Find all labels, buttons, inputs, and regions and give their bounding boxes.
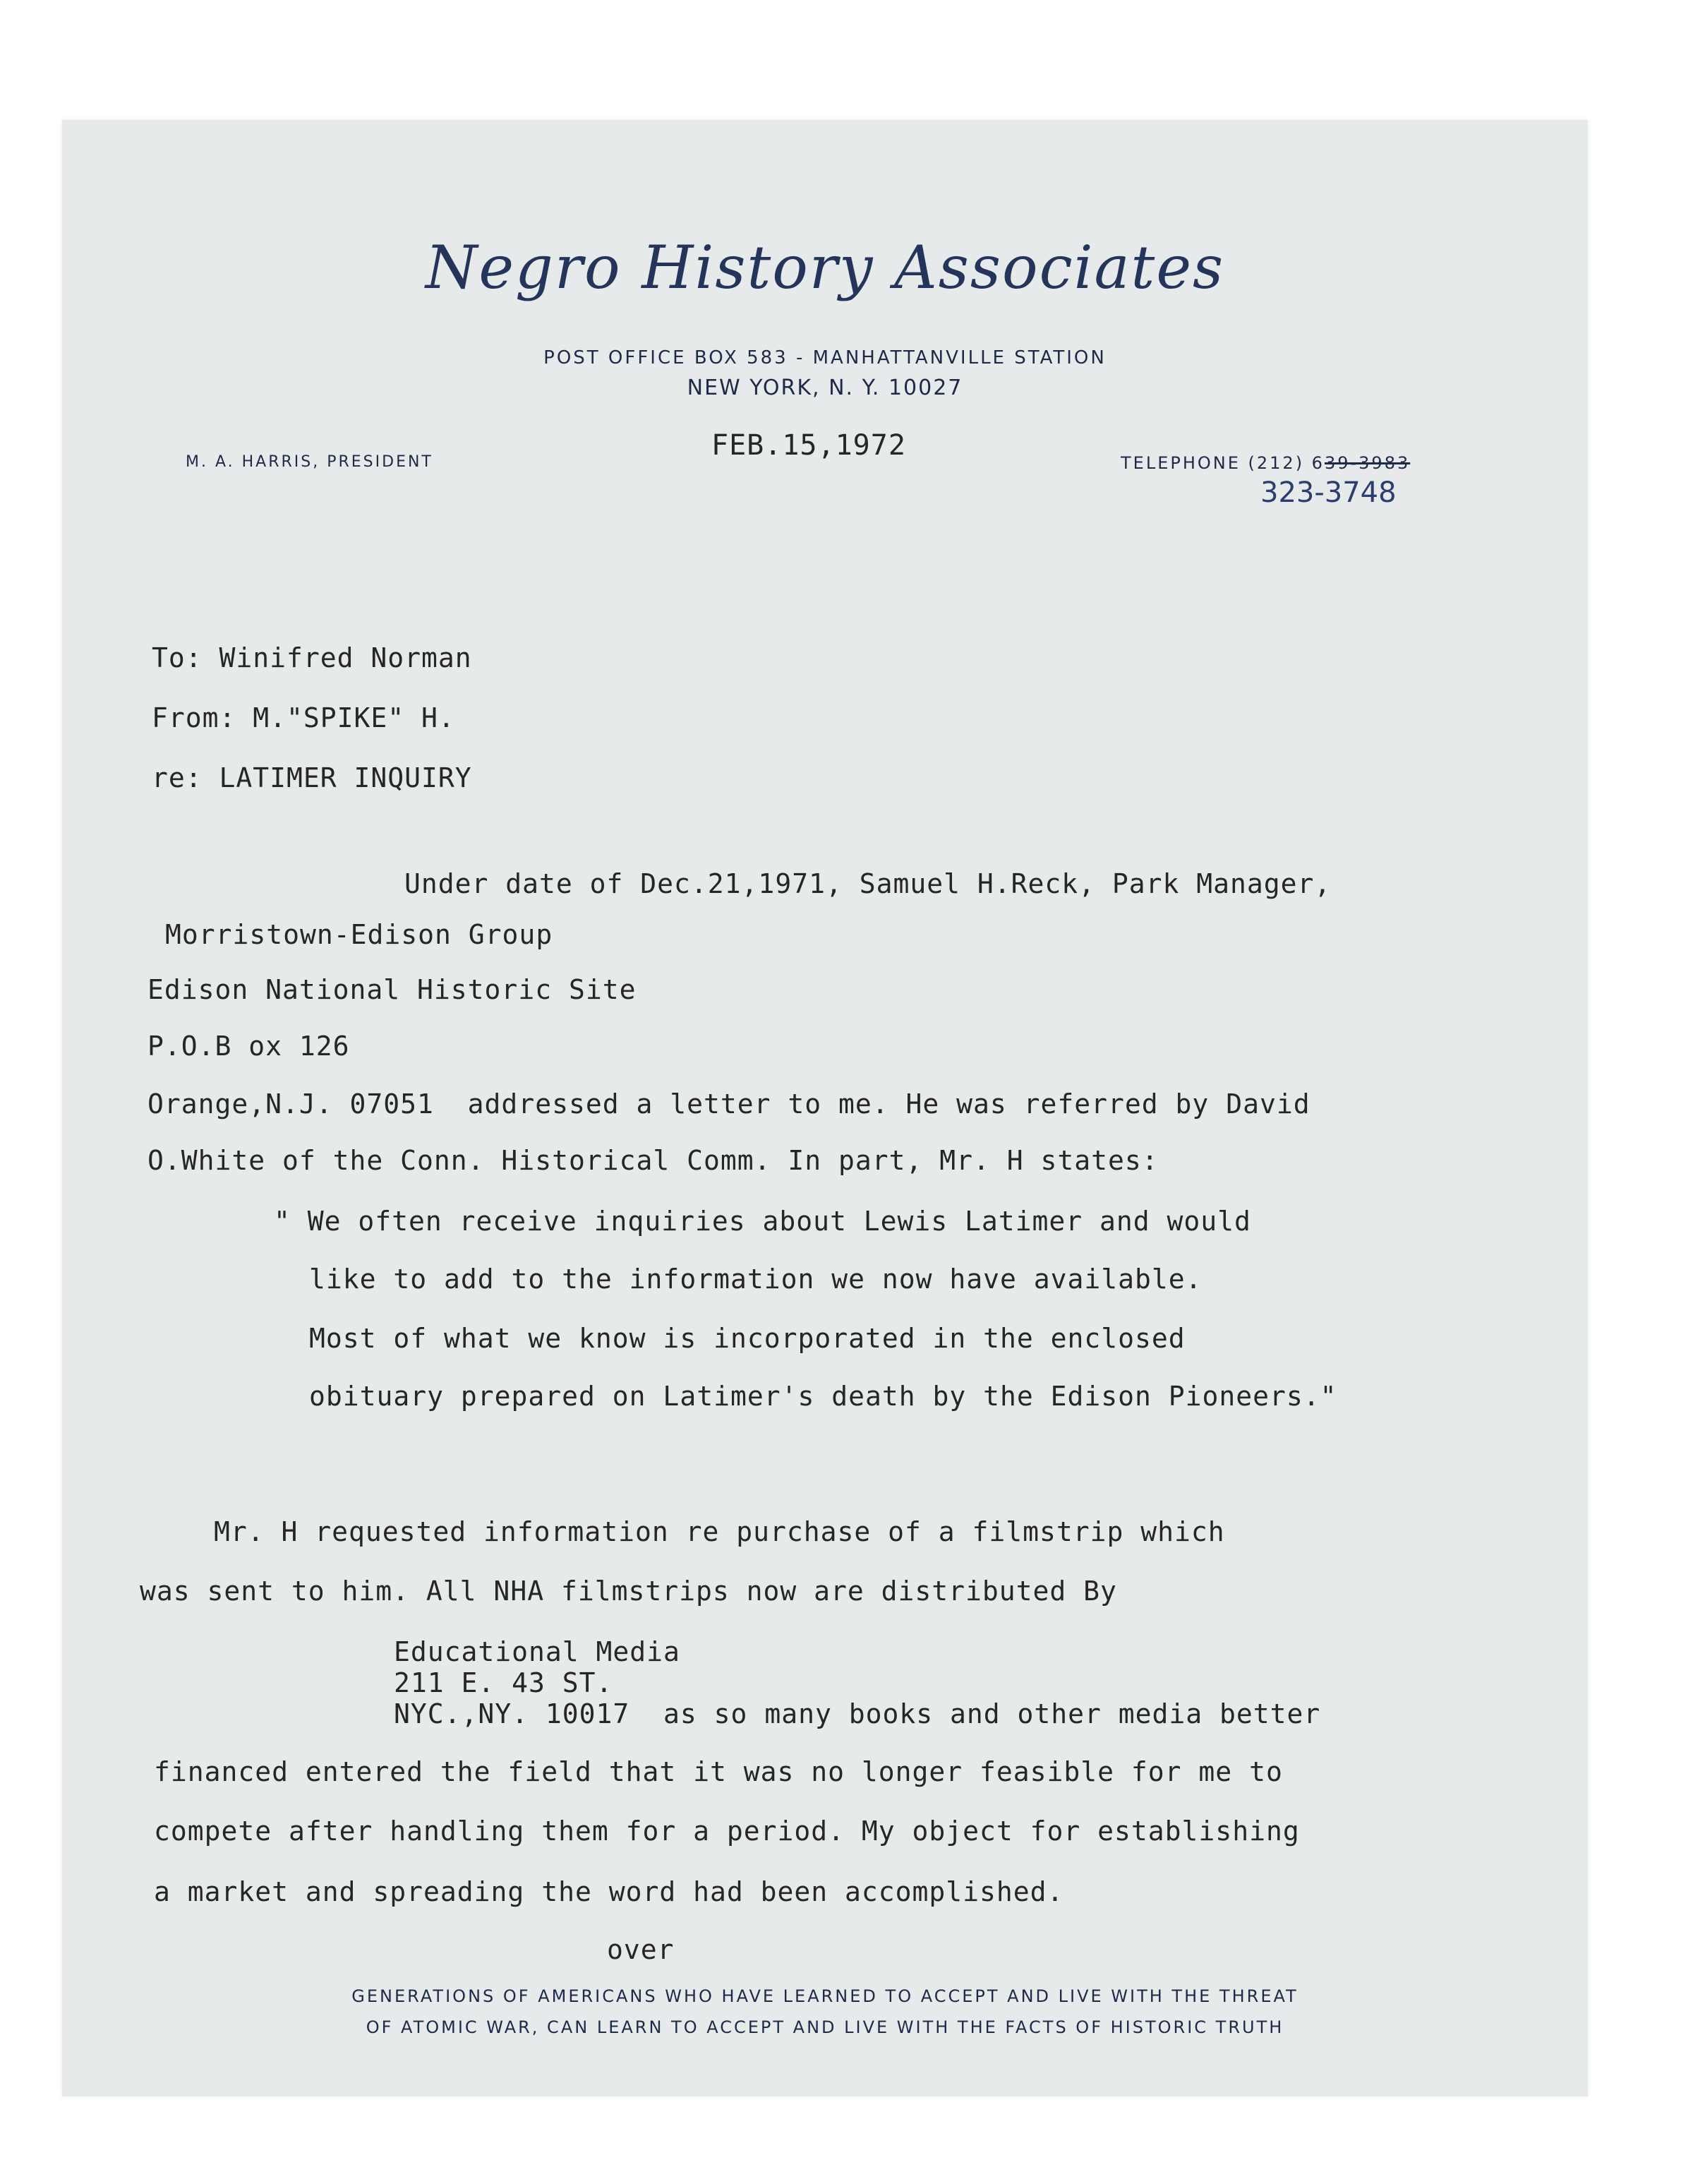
letter-page [62, 120, 1588, 2096]
header-from: From: M."SPIKE" H. [152, 702, 455, 733]
body-line: Under date of Dec.21,1971, Samuel H.Reck, Park Manager, [404, 868, 1332, 899]
quote-line: like to add to the information we now have available. [309, 1264, 1203, 1295]
body-line: financed entered the field that it was no longer feasible for me to [154, 1756, 1283, 1787]
letterhead-telephone [1121, 453, 1410, 473]
letter-date: FEB.15,1972 [711, 429, 906, 462]
letterhead-president: M. A. HARRIS, PRESIDENT [186, 453, 433, 471]
body-line: Edison National Historic Site [147, 974, 637, 1005]
quote-line: obituary prepared on Latimer's death by the Edison Pioneers." [309, 1381, 1337, 1412]
body-line: was sent to him. All NHA filmstrips now are distributed By [140, 1576, 1117, 1607]
telephone-label: TELEPHONE (212) 6 [1121, 453, 1325, 473]
header-to: To: Winifred Norman [152, 642, 472, 673]
header-re: re: LATIMER INQUIRY [152, 762, 472, 793]
letterhead-title: Negro History Associates [425, 233, 1225, 302]
quote-line: " We often receive inquiries about Lewis Latimer and would [274, 1206, 1251, 1237]
body-line: O.White of the Conn. Historical Comm. In part, Mr. H states: [147, 1145, 1159, 1176]
address-line: NYC.,NY. 10017 as so many books and other media better [394, 1698, 1321, 1729]
body-line: a market and spreading the word had been accomplished. [154, 1876, 1064, 1907]
body-line: Orange,N.J. 07051 addressed a letter to me. He was referred by David [147, 1088, 1311, 1120]
quote-line: Most of what we know is incorporated in the enclosed [309, 1323, 1186, 1354]
address-line: 211 E. 43 ST. [394, 1667, 613, 1698]
body-line: Mr. H requested information re purchase of a filmstrip which [214, 1516, 1225, 1547]
address-line: Educational Media [394, 1636, 680, 1667]
telephone-struck-number: 39-3983 [1324, 453, 1411, 473]
over-note: over [607, 1934, 675, 1965]
body-line: compete after handling them for a period. My object for establishing [154, 1816, 1300, 1847]
footer-motto-line1: GENERATIONS OF AMERICANS WHO HAVE LEARNED TO ACCEPT AND LIVE WITH THE THREAT [351, 1986, 1299, 2006]
body-line: Morristown-Edison Group [165, 919, 553, 950]
letterhead-address-line2: NEW YORK, N. Y. 10027 [687, 376, 963, 400]
telephone-handwritten-number: 323-3748 [1260, 476, 1397, 509]
letterhead-address-line1: POST OFFICE BOX 583 - MANHATTANVILLE STATION [543, 347, 1107, 368]
body-line: P.O.B ox 126 [147, 1031, 350, 1062]
footer-motto-line2: OF ATOMIC WAR, CAN LEARN TO ACCEPT AND LIVE WITH THE FACTS OF HISTORIC TRUTH [366, 2017, 1284, 2037]
